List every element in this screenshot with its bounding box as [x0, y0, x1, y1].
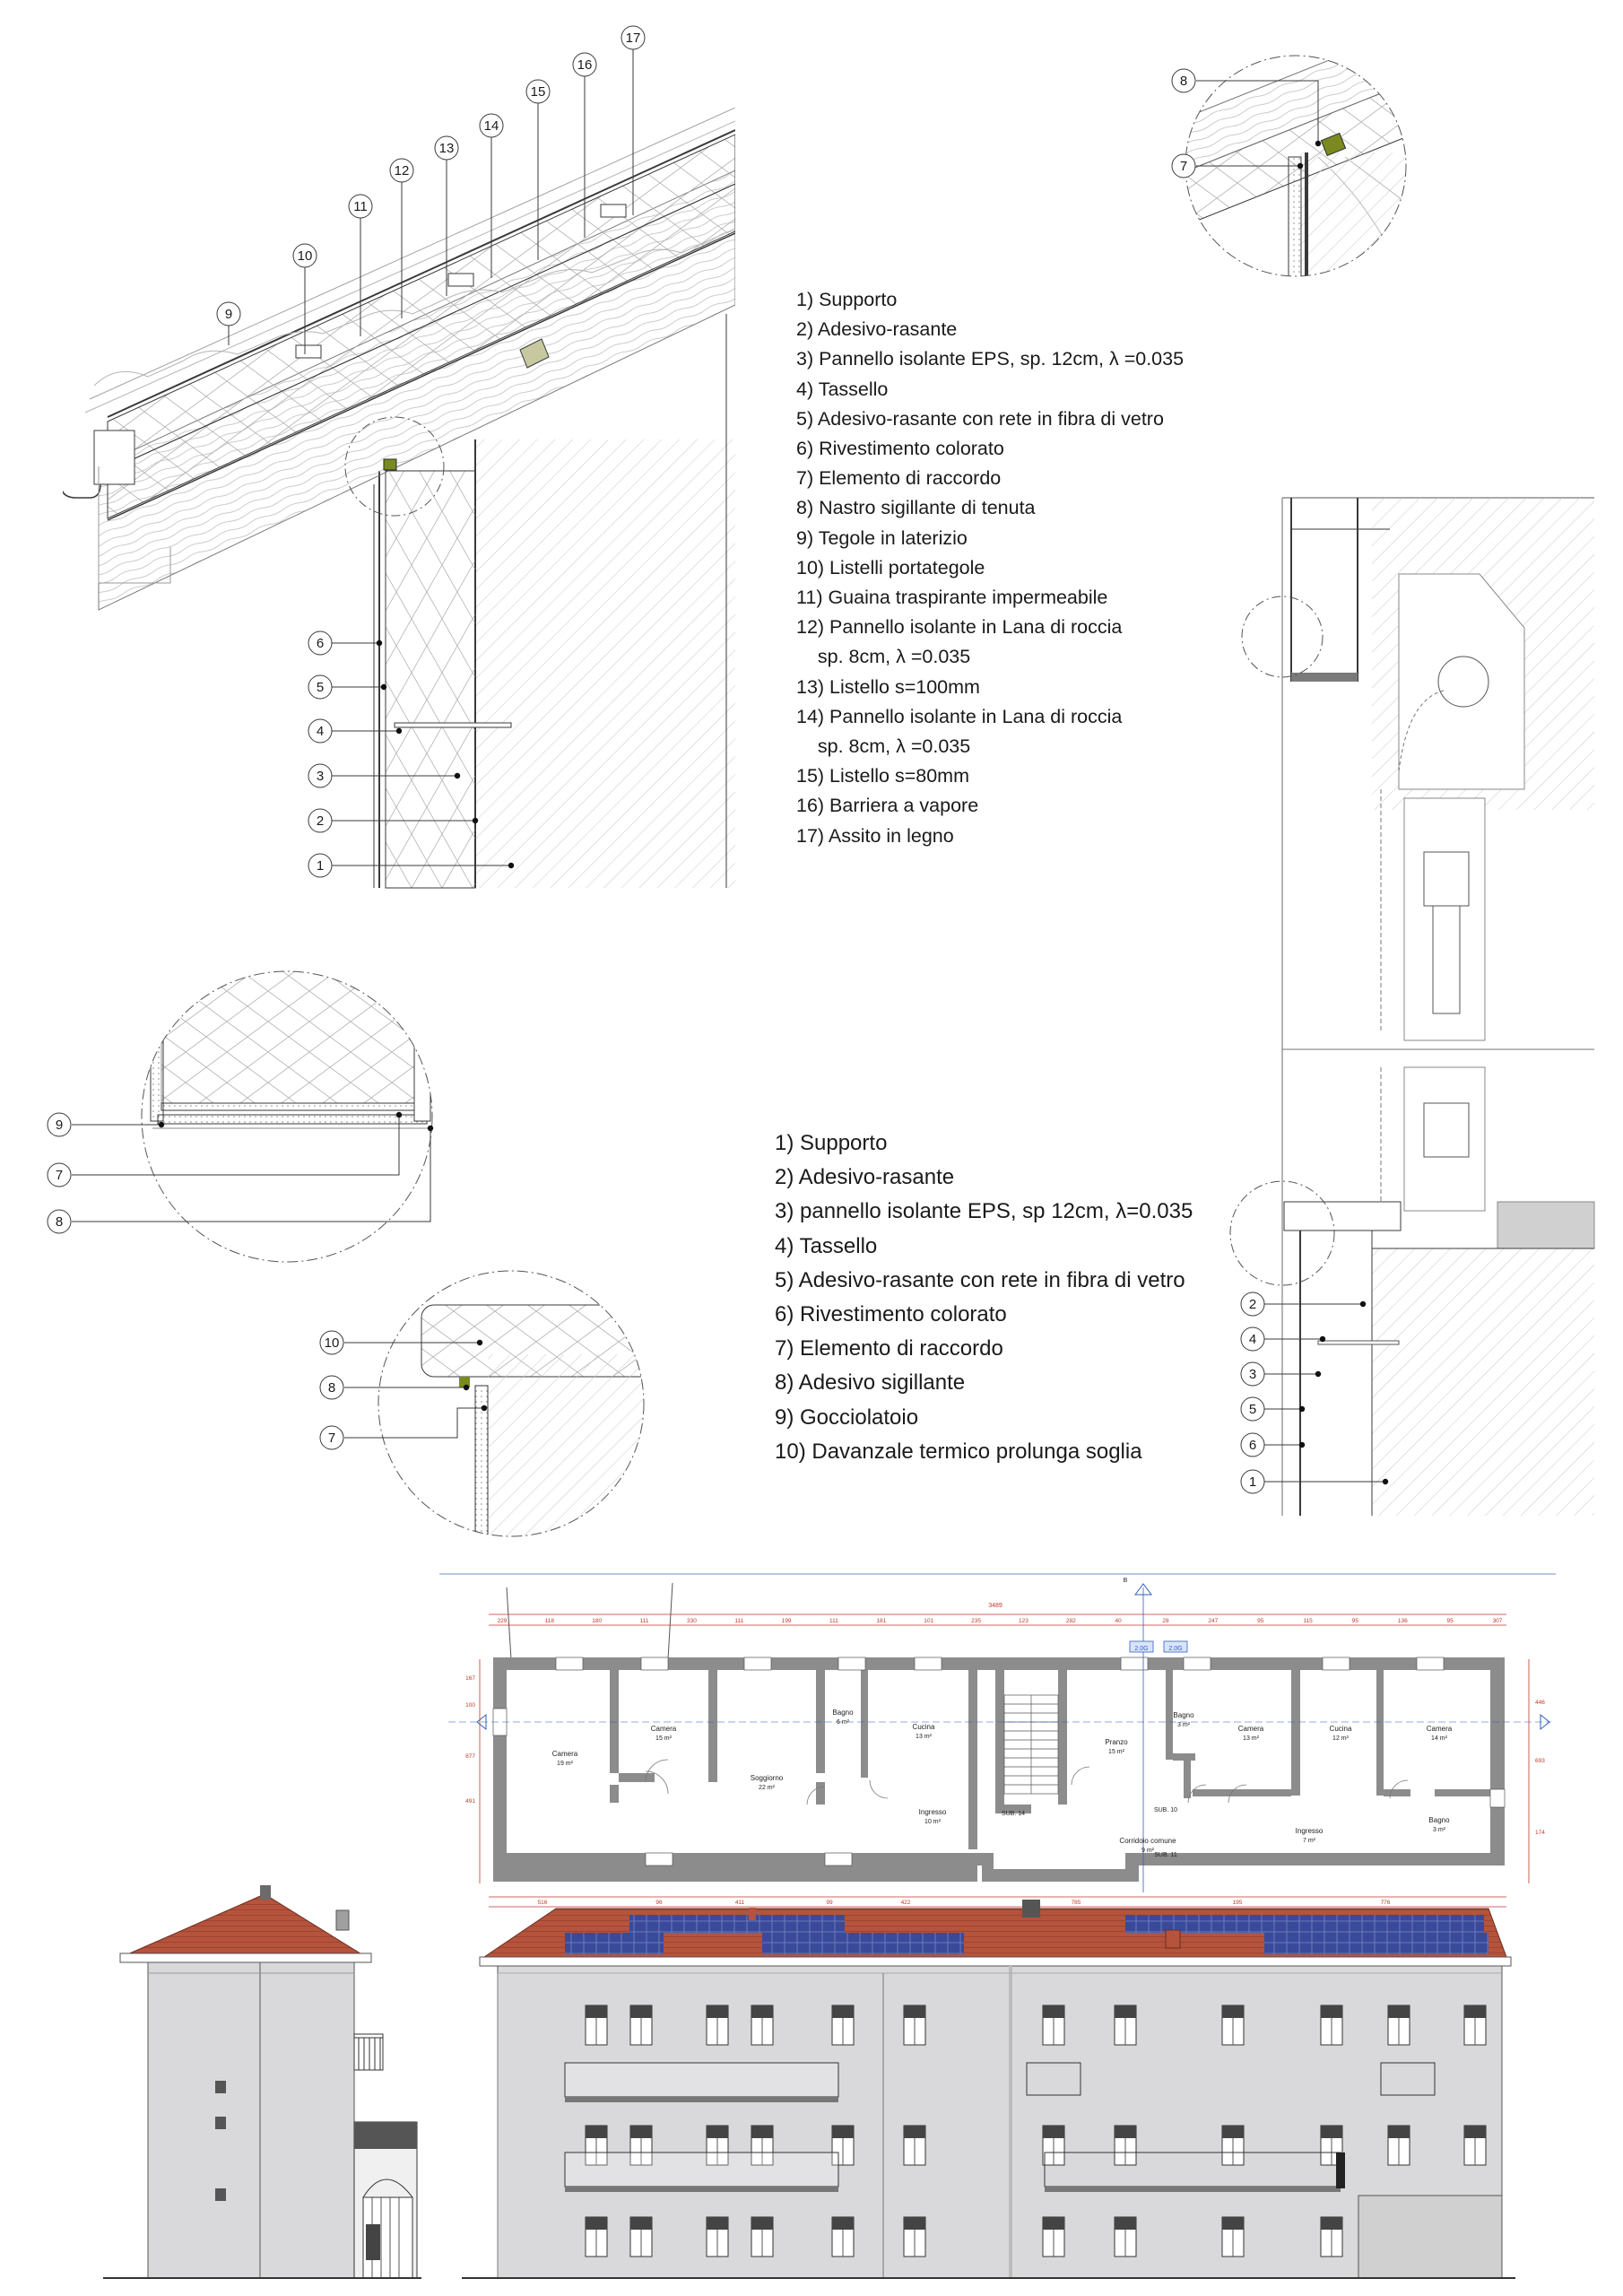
- plan-label-tag-right: 2.0G: [1168, 1646, 1183, 1652]
- dimension-top: 28: [1162, 1618, 1169, 1624]
- callout-number: 5: [1248, 1402, 1257, 1417]
- room-name: Bagno: [832, 1709, 854, 1717]
- callout-number: 7: [55, 1168, 64, 1183]
- legend-item: 12) Pannello isolante in Lana di roccia: [796, 616, 1123, 639]
- plan-label-sub11: SUB. 11: [1154, 1852, 1177, 1858]
- callout-bubble: [308, 854, 332, 877]
- roof-detail-circle: [1166, 18, 1435, 300]
- elevation-window: [1222, 2217, 1244, 2257]
- callout-bubble: [573, 53, 596, 76]
- callout-bubble: [1241, 1292, 1264, 1316]
- elevation-window: [1043, 2005, 1064, 2045]
- window-section: [1230, 498, 1594, 1516]
- dimension-top: 40: [1115, 1618, 1122, 1624]
- room-name: Cucina: [1329, 1725, 1352, 1733]
- lintel-detail-circle: [135, 969, 448, 1265]
- callout-number: 6: [316, 636, 325, 651]
- elevation-window: [1388, 2005, 1410, 2045]
- callout-number: 14: [483, 118, 499, 134]
- elevation-window: [1222, 2126, 1244, 2165]
- callout-number: 1: [1248, 1474, 1257, 1490]
- elevation-window: [1115, 2005, 1136, 2045]
- room-area: 3 m²: [1177, 1722, 1190, 1728]
- legend-item: 7) Elemento di raccordo: [796, 467, 1002, 490]
- room-area: 6 m²: [837, 1719, 849, 1726]
- callout-number: 13: [438, 141, 455, 156]
- callout-number: 9: [55, 1118, 64, 1133]
- callout-bubble: [320, 1331, 343, 1354]
- room-name: Camera: [1237, 1725, 1264, 1733]
- callout-number: 8: [327, 1380, 336, 1396]
- dimension-top: 95: [1446, 1618, 1454, 1624]
- callout-number: 2: [316, 813, 325, 829]
- dimension-top: 95: [1257, 1618, 1264, 1624]
- callout-bubble: [48, 1113, 71, 1136]
- callout-bubble: [48, 1210, 71, 1233]
- dimension-top: 111: [734, 1618, 744, 1624]
- main-elevation: [462, 1900, 1515, 2278]
- callout-number: 1: [316, 858, 325, 874]
- callout-bubble: [480, 114, 503, 137]
- legend-item: 6) Rivestimento colorato: [775, 1302, 1007, 1327]
- room-area: 14 m²: [1431, 1735, 1447, 1742]
- elevation-window: [1321, 2005, 1342, 2045]
- dimension-bottom: 776: [1380, 1900, 1391, 1906]
- legend-item: 7) Elemento di raccordo: [775, 1336, 1003, 1361]
- room-area: 9 m²: [1141, 1848, 1154, 1854]
- room-area: 3 m²: [1433, 1827, 1445, 1833]
- legend-item: 1) Supporto: [796, 289, 898, 310]
- plan-label-total-dim: 3489: [988, 1603, 1002, 1609]
- room-name: Corridoio comune: [1119, 1837, 1176, 1845]
- elevation-window: [630, 2217, 652, 2257]
- elevation-window: [1464, 2005, 1486, 2045]
- dimension-top: 199: [781, 1618, 792, 1624]
- elevation-window: [1043, 2126, 1064, 2165]
- dimension-right: 174: [1535, 1830, 1545, 1836]
- legend-item: 9) Tegole in laterizio: [796, 526, 968, 549]
- elevation-window: [1115, 2126, 1136, 2165]
- dimension-top: 111: [639, 1618, 649, 1624]
- room-area: 19 m²: [557, 1761, 573, 1767]
- callout-bubble: [320, 1426, 343, 1449]
- legend-item: sp. 8cm, λ =0.035: [796, 646, 971, 668]
- callout-bubble: [48, 1163, 71, 1187]
- eps-insulation: [386, 471, 475, 888]
- masonry-support: [475, 439, 735, 888]
- legend-item: 3) pannello isolante EPS, sp 12cm, λ=0.035: [775, 1199, 1193, 1224]
- dimension-right: 693: [1535, 1758, 1545, 1764]
- dimension-top: 123: [1018, 1618, 1028, 1624]
- window-section-callouts: [1241, 1292, 1388, 1493]
- legend-item: 15) Listello s=80mm: [796, 765, 969, 787]
- legend-item: 3) Pannello isolante EPS, sp. 12cm, λ =0.035: [796, 348, 1185, 370]
- callout-number: 9: [224, 307, 233, 322]
- legend-item: 4) Tassello: [796, 378, 889, 400]
- callout-number: 15: [530, 84, 546, 100]
- room-name: Bagno: [1428, 1816, 1450, 1824]
- callout-bubble: [390, 159, 413, 182]
- callout-bubble: [293, 244, 317, 267]
- elevation-window: [904, 2126, 925, 2165]
- elevation-window: [751, 2005, 773, 2045]
- plan-label-sub14: SUB. 14: [1001, 1811, 1026, 1817]
- callout-number: 11: [353, 199, 368, 214]
- legend-item: 14) Pannello isolante in Lana di roccia: [796, 705, 1123, 727]
- room-area: 13 m²: [1243, 1735, 1259, 1742]
- callout-bubble: [349, 195, 372, 218]
- elevation-window: [1222, 2005, 1244, 2045]
- dimension-bottom: 96: [655, 1900, 663, 1906]
- room-area: 13 m²: [916, 1734, 932, 1740]
- dimension-left: 491: [465, 1798, 475, 1805]
- roof-section-legend: [796, 285, 1184, 851]
- callout-bubble: [1172, 69, 1195, 92]
- elevation-window: [1043, 2217, 1064, 2257]
- elevation-window: [1464, 2126, 1486, 2165]
- dimension-top: 247: [1208, 1618, 1219, 1624]
- elevation-window: [832, 2005, 854, 2045]
- callout-bubble: [1241, 1362, 1264, 1386]
- callout-bubble: [1241, 1327, 1264, 1351]
- dimension-bottom: 195: [1232, 1900, 1243, 1906]
- elevation-window: [904, 2005, 925, 2045]
- elevation-window: [586, 2005, 607, 2045]
- dimension-left: 100: [465, 1702, 475, 1709]
- callout-bubble: [308, 809, 332, 832]
- window-section-legend: [775, 1126, 1193, 1469]
- dimension-top: 101: [924, 1618, 934, 1624]
- dimension-left: 167: [465, 1675, 475, 1682]
- callout-number: 12: [394, 163, 410, 178]
- legend-item: 5) Adesivo-rasante con rete in fibra di vetro: [796, 407, 1164, 430]
- dimension-top: 235: [971, 1618, 982, 1624]
- dimension-bottom: 422: [900, 1900, 911, 1906]
- room-name: Pranzo: [1105, 1738, 1128, 1746]
- callout-number: 16: [577, 57, 593, 73]
- elevation-window: [586, 2217, 607, 2257]
- plan-label-section-mark: B: [1123, 1578, 1128, 1584]
- callout-bubble: [526, 80, 550, 103]
- elevation-window: [1321, 2217, 1342, 2257]
- legend-item: 8) Adesivo sigillante: [775, 1370, 966, 1396]
- callout-number: 10: [324, 1335, 340, 1351]
- callout-number: 10: [297, 248, 313, 264]
- room-area: 22 m²: [759, 1785, 775, 1791]
- room-area: 10 m²: [924, 1819, 941, 1825]
- room-name: Soggiorno: [750, 1774, 784, 1782]
- dimension-right: 446: [1535, 1700, 1545, 1706]
- callout-number: 7: [1179, 159, 1188, 174]
- dimension-bottom: 411: [734, 1900, 745, 1906]
- dimension-bottom: 516: [537, 1900, 548, 1906]
- callout-bubble: [1241, 1433, 1264, 1457]
- legend-item: 16) Barriera a vapore: [796, 795, 979, 817]
- dimension-top: 115: [1303, 1618, 1313, 1624]
- room-area: 12 m²: [1332, 1735, 1349, 1742]
- legend-item: 2) Adesivo-rasante: [796, 318, 958, 341]
- legend-item: 17) Assito in legno: [796, 824, 954, 847]
- legend-item: 8) Nastro sigillante di tenuta: [796, 497, 1036, 519]
- callout-bubble: [308, 675, 332, 699]
- callout-bubble: [217, 302, 240, 326]
- legend-item: 10) Listelli portategole: [796, 556, 985, 578]
- room-name: Camera: [1426, 1725, 1453, 1733]
- legend-item: 9) Gocciolatoio: [775, 1405, 919, 1430]
- elevation-window: [1115, 2217, 1136, 2257]
- legend-item: 11) Guaina traspirante impermeabile: [796, 587, 1108, 609]
- dimension-top: 307: [1492, 1618, 1503, 1624]
- legend-item: 5) Adesivo-rasante con rete in fibra di vetro: [775, 1267, 1185, 1292]
- room-name: Ingresso: [918, 1808, 947, 1816]
- callout-bubble: [1172, 154, 1195, 178]
- callout-number: 4: [1248, 1332, 1257, 1347]
- room-area: 15 m²: [1108, 1749, 1124, 1755]
- legend-item: sp. 8cm, λ =0.035: [796, 735, 971, 758]
- room-name: Camera: [551, 1750, 578, 1758]
- callout-number: 6: [1248, 1438, 1257, 1453]
- elevation-window: [707, 2217, 728, 2257]
- room-name: Camera: [650, 1725, 677, 1733]
- dimension-bottom: 99: [826, 1900, 833, 1906]
- callout-number: 7: [327, 1431, 336, 1446]
- legend-item: 13) Listello s=100mm: [796, 675, 980, 698]
- elevation-window: [904, 2217, 925, 2257]
- dimension-top: 95: [1351, 1618, 1359, 1624]
- callout-number: 4: [316, 724, 325, 739]
- callout-number: 2: [1248, 1297, 1257, 1312]
- elevation-window: [707, 2005, 728, 2045]
- elevation-window: [751, 2217, 773, 2257]
- callout-bubble: [1241, 1397, 1264, 1421]
- callout-bubble: [308, 631, 332, 655]
- room-name: Ingresso: [1295, 1827, 1324, 1835]
- elevation-window: [630, 2005, 652, 2045]
- elevation-window: [1388, 2126, 1410, 2165]
- dimension-bottom: 785: [1071, 1900, 1081, 1906]
- dimension-top: 229: [497, 1618, 508, 1624]
- callout-number: 3: [1248, 1367, 1257, 1382]
- callout-bubble: [621, 26, 645, 49]
- callout-bubble: [320, 1376, 343, 1399]
- dimension-left: 877: [465, 1753, 475, 1760]
- side-elevation: [103, 1885, 421, 2278]
- callout-number: 17: [625, 30, 641, 46]
- roof-eaves-section: [61, 108, 735, 888]
- callout-bubble: [1241, 1470, 1264, 1493]
- room-name: Bagno: [1173, 1711, 1194, 1719]
- dimension-top: 111: [829, 1618, 838, 1624]
- legend-item: 1) Supporto: [775, 1131, 888, 1155]
- dimension-top: 181: [876, 1618, 887, 1624]
- callout-bubble: [435, 136, 458, 160]
- legend-item: 4) Tassello: [775, 1233, 878, 1258]
- sill-detail-circle: [377, 1271, 712, 1547]
- callout-number: 3: [316, 769, 325, 784]
- room-area: 15 m²: [655, 1735, 672, 1742]
- callout-bubble: [308, 764, 332, 787]
- callout-number: 8: [55, 1214, 64, 1230]
- callout-number: 8: [1179, 74, 1188, 89]
- legend-item: 10) Davanzale termico prolunga soglia: [775, 1439, 1142, 1464]
- legend-item: 6) Rivestimento colorato: [796, 438, 1004, 460]
- plan-label-sub10: SUB. 10: [1153, 1807, 1178, 1813]
- elevation-window: [832, 2217, 854, 2257]
- dimension-top: 330: [686, 1618, 697, 1624]
- dimension-top: 136: [1397, 1618, 1408, 1624]
- floor-plan: [439, 1574, 1556, 1907]
- plan-label-tag-left: 2.0G: [1134, 1646, 1149, 1652]
- dimension-top: 282: [1065, 1618, 1076, 1624]
- dimension-top: 118: [544, 1618, 555, 1624]
- callout-bubble: [308, 719, 332, 743]
- dimension-top: 180: [592, 1618, 603, 1624]
- callout-number: 5: [316, 680, 325, 695]
- legend-item: 2) Adesivo-rasante: [775, 1165, 955, 1190]
- room-name: Cucina: [912, 1723, 935, 1731]
- room-area: 7 m²: [1303, 1838, 1315, 1844]
